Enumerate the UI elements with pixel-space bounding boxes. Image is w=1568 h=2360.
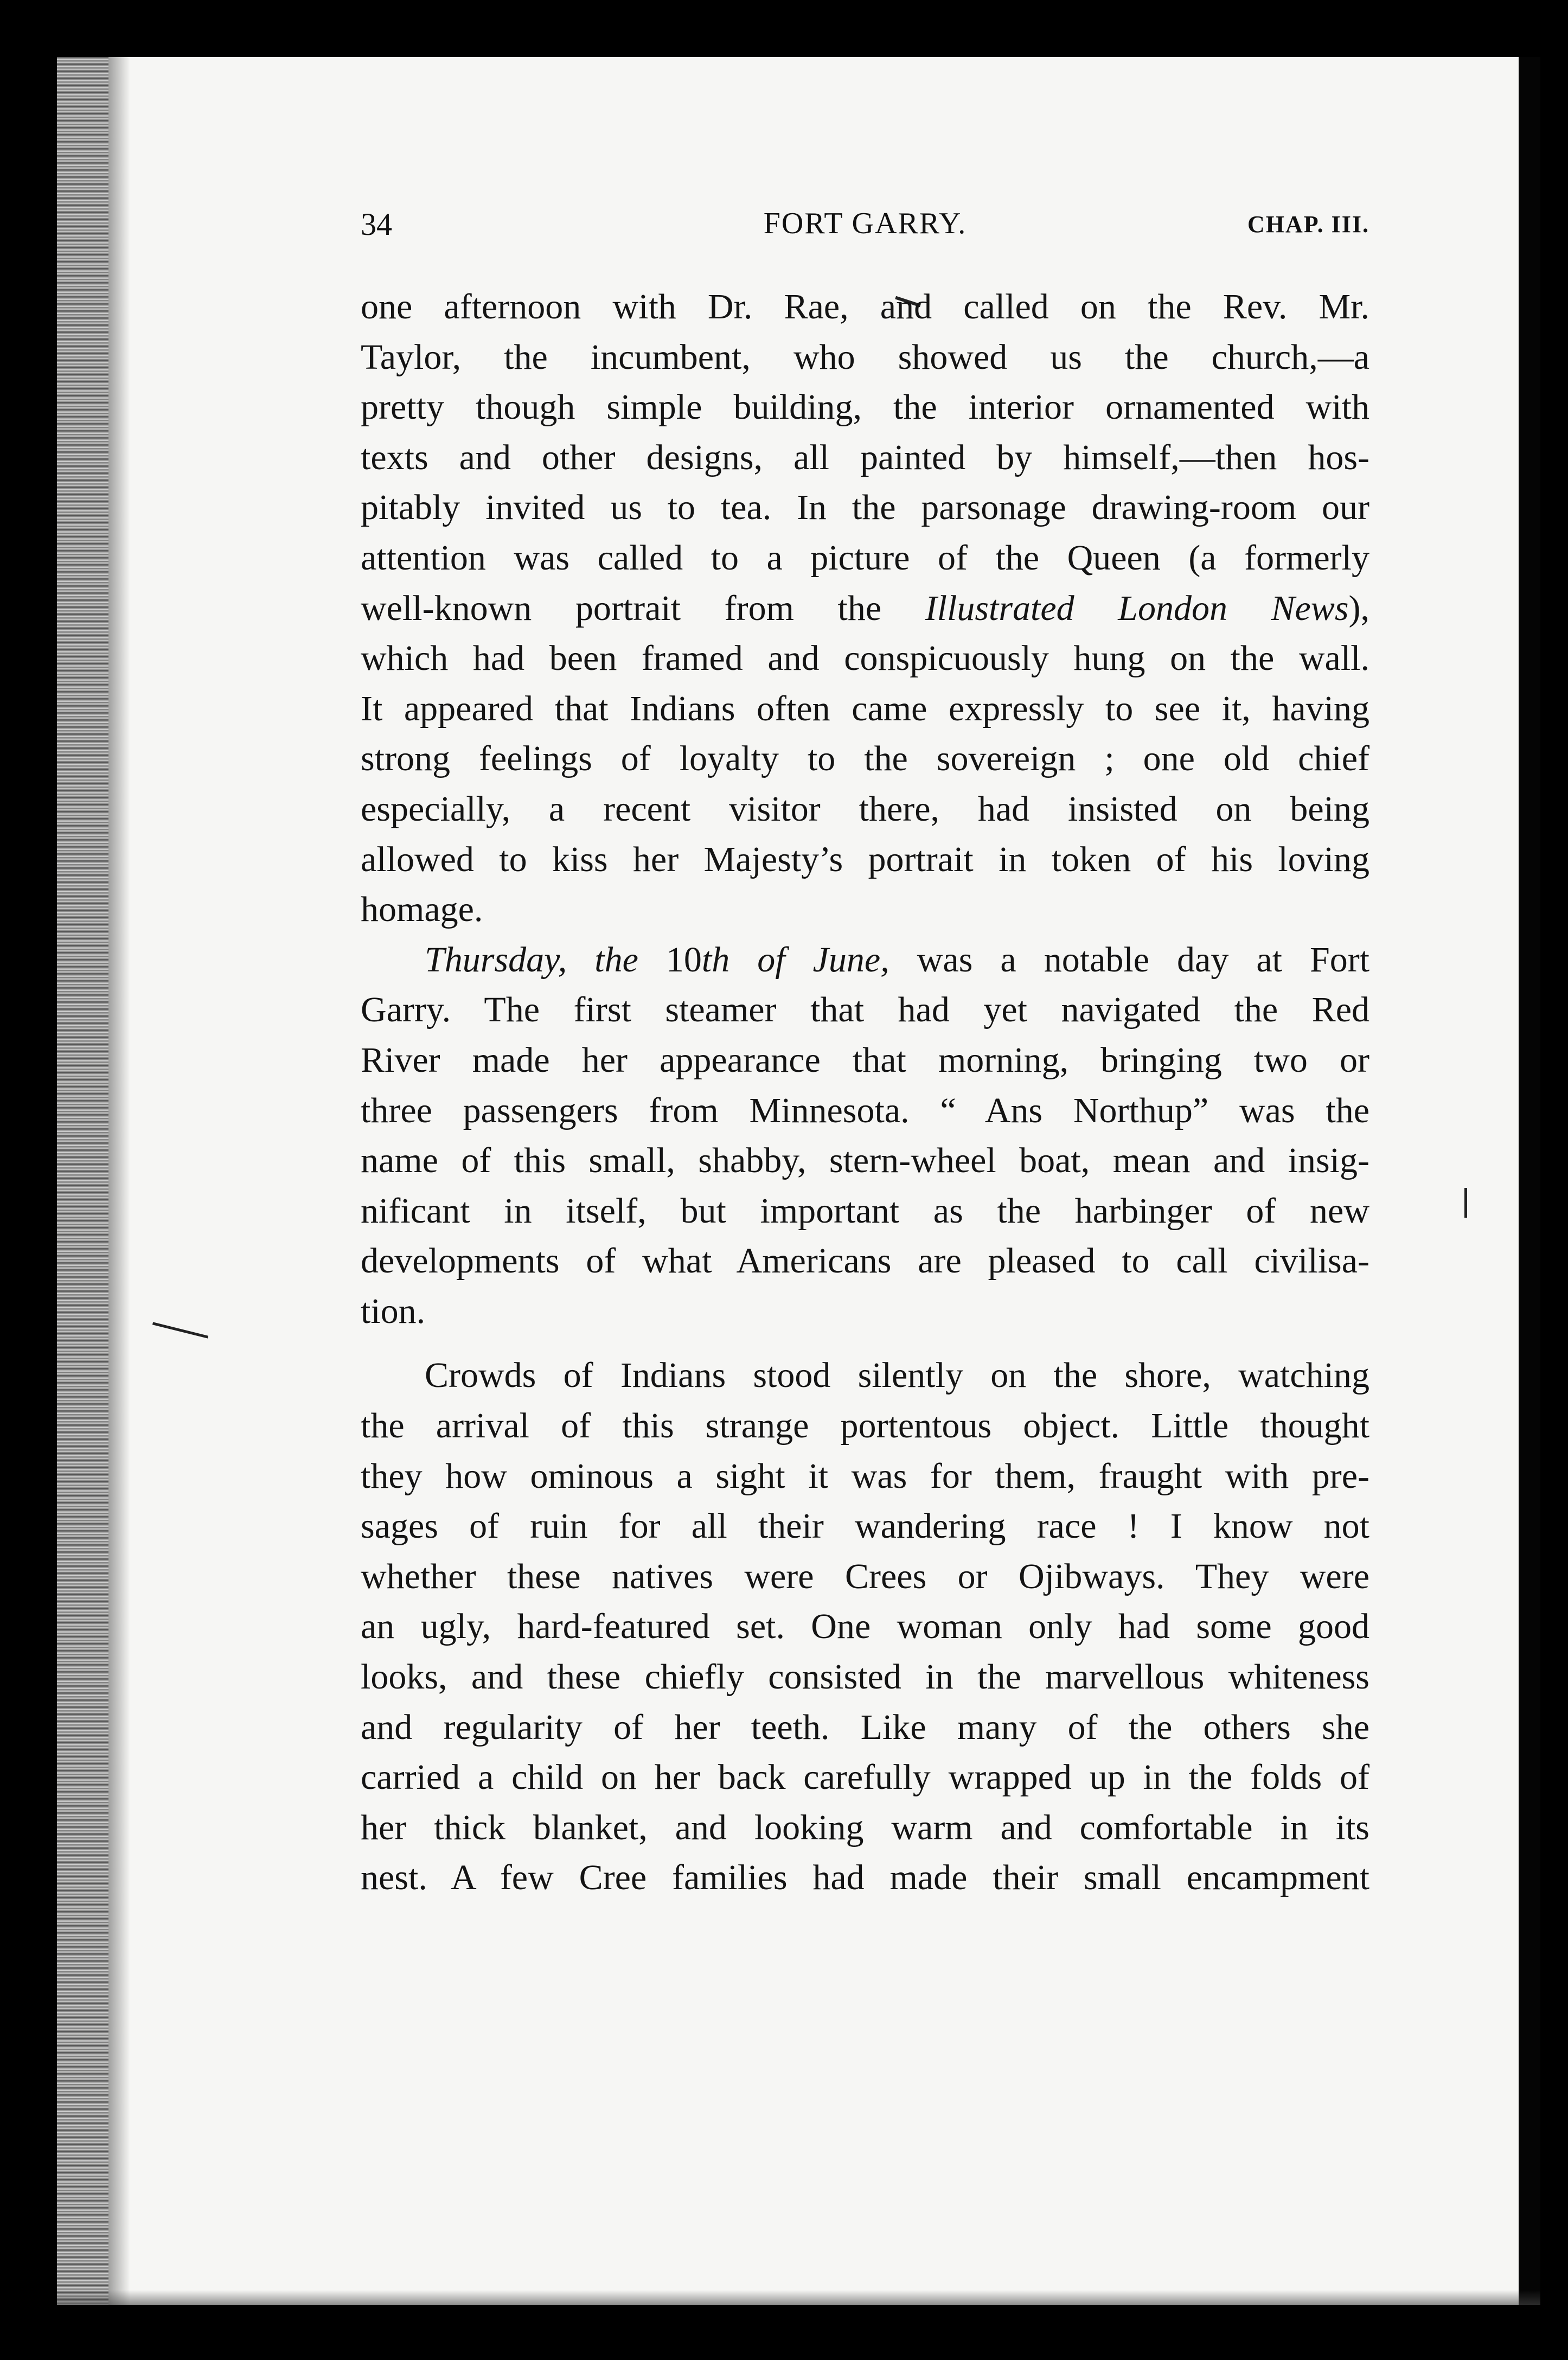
text-run: was a notable day at Fort bbox=[889, 939, 1370, 980]
text-line: an ugly, hard-featured set. One woman only had some good bbox=[361, 1607, 1369, 1647]
text-line: texts and other designs, all painted by himself,—then hos- bbox=[361, 437, 1369, 477]
text-line: attention was called to a picture of the Queen (a formerly bbox=[361, 538, 1369, 578]
text-line: sages of ruin for all their wandering race ! I know not bbox=[361, 1506, 1369, 1546]
text-run-italic: th of June, bbox=[701, 939, 889, 980]
text-line: one afternoon with Dr. Rae, and called on the Rev. Mr. bbox=[361, 287, 1369, 327]
text-run-italic: Thursday, the bbox=[425, 939, 638, 980]
page-number: 34 bbox=[361, 207, 392, 242]
text-line: homage. bbox=[361, 890, 483, 930]
body-text bbox=[361, 282, 1369, 1903]
stray-mark bbox=[1464, 1188, 1467, 1218]
text-line: Taylor, the incumbent, who showed us the church,—a bbox=[361, 337, 1369, 377]
publication-title: Illustrated London News bbox=[925, 588, 1349, 628]
text-line: they how ominous a sight it was for them, fraught with pre- bbox=[361, 1456, 1369, 1496]
text-line: pitably invited us to tea. In the parsonage drawing-room our bbox=[361, 488, 1369, 528]
text-line: River made her appearance that morning, bringing two or bbox=[361, 1040, 1369, 1080]
text-line: It appeared that Indians often came expressly to see it, having bbox=[361, 688, 1369, 728]
text-line bbox=[361, 584, 1369, 634]
binding-shadow bbox=[57, 57, 108, 2305]
text-line: strong feelings of loyalty to the sovereign ; one old chief bbox=[361, 739, 1369, 779]
text-line: tion. bbox=[361, 1291, 426, 1331]
paragraph bbox=[361, 1351, 1369, 1903]
running-title: FORT GARRY. bbox=[763, 207, 967, 240]
text-line: the arrival of this strange portentous object. Little thought bbox=[361, 1406, 1369, 1446]
bottom-page-edge bbox=[57, 2290, 1540, 2305]
text-line: carried a child on her back carefully wrapped up in the folds of bbox=[361, 1757, 1369, 1798]
text-line: pretty though simple building, the interior ornamented with bbox=[361, 387, 1369, 427]
text-line: name of this small, shabby, stern-wheel boat, mean and insig- bbox=[361, 1141, 1369, 1181]
text-line: her thick blanket, and looking warm and comfortable in its bbox=[361, 1807, 1369, 1847]
text-line: Crowds of Indians stood silently on the shore, watching bbox=[425, 1355, 1369, 1396]
text-run: well-known portrait from the bbox=[361, 588, 925, 628]
text-line: nest. A few Cree families had made their small encampment bbox=[361, 1858, 1369, 1898]
text-line: looks, and these chiefly consisted in the marvellous whiteness bbox=[361, 1657, 1369, 1697]
binding-gradient bbox=[108, 57, 130, 2305]
text-line: which had been framed and conspicuously hung on the wall. bbox=[361, 638, 1369, 679]
text-line: whether these natives were Crees or Ojibways. They were bbox=[361, 1556, 1369, 1596]
running-header bbox=[361, 206, 1369, 266]
chapter-label: CHAP. III. bbox=[1247, 211, 1369, 238]
text-line: three passengers from Minnesota. “ Ans Northup” was the bbox=[361, 1090, 1369, 1130]
text-line: and regularity of her teeth. Like many of the others she bbox=[361, 1707, 1369, 1747]
paragraph bbox=[361, 282, 1369, 935]
text-line: nificant in itself, but important as the harbinger of new bbox=[361, 1191, 1369, 1231]
text-line bbox=[361, 935, 1369, 986]
text-line: developments of what Americans are pleased to call civilisa- bbox=[361, 1241, 1369, 1281]
text-run: 10 bbox=[638, 939, 702, 980]
text-line: especially, a recent visitor there, had insisted on being bbox=[361, 789, 1369, 829]
text-line: allowed to kiss her Majesty’s portrait in token of his loving bbox=[361, 839, 1369, 879]
right-page-edge bbox=[1519, 57, 1540, 2305]
text-line: Garry. The first steamer that had yet navigated the Red bbox=[361, 990, 1369, 1030]
text-run: ), bbox=[1348, 588, 1369, 628]
stray-mark bbox=[152, 1322, 208, 1338]
paragraph bbox=[361, 935, 1369, 1337]
